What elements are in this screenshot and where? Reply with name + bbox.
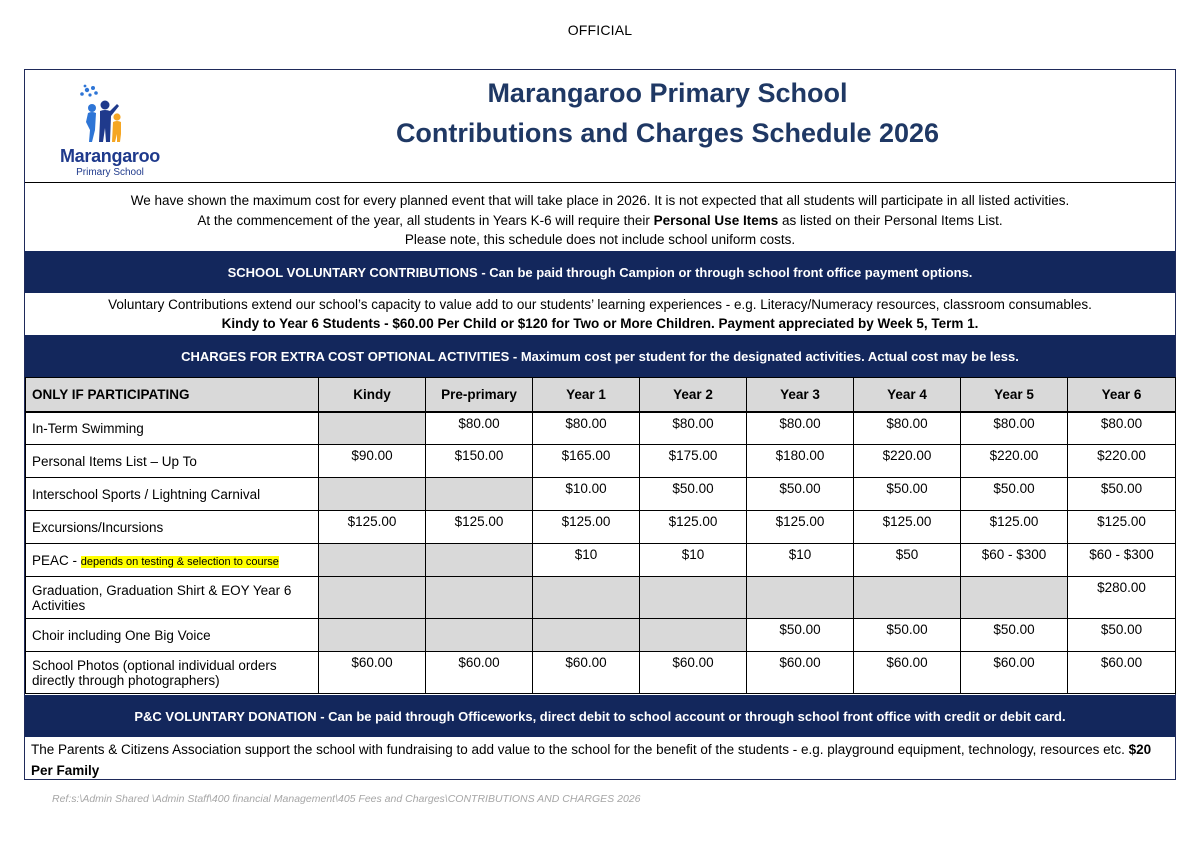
table-cell-empty <box>533 577 640 619</box>
table-cell: $60.00 <box>640 652 747 694</box>
table-cell: $80.00 <box>640 412 747 445</box>
pnc-donation-band: P&C VOLUNTARY DONATION - Can be paid through Officeworks, direct debit to school account or through school front office with credit or debit card. <box>25 695 1175 737</box>
column-header: Year 6 <box>1068 378 1176 412</box>
intro-line-1: We have shown the maximum cost for every planned event that will take place in 2026. It is not expected that all students will participate in all listed activities. <box>130 193 1070 208</box>
row-item-label <box>26 511 319 544</box>
schedule-title: Contributions and Charges Schedule 2026 <box>395 118 940 148</box>
table-cell: $50.00 <box>1068 478 1176 511</box>
row-item-note: depends on testing & selection to course <box>80 555 279 568</box>
table-cell: $150.00 <box>426 445 533 478</box>
column-header: Year 5 <box>961 378 1068 412</box>
table-cell: $80.00 <box>854 412 961 445</box>
charges-band: CHARGES FOR EXTRA COST OPTIONAL ACTIVITIES - Maximum cost per student for the designated activities. Actual cost may be less. <box>25 335 1175 377</box>
table-cell: $60.00 <box>426 652 533 694</box>
row-item-label <box>26 577 319 619</box>
table-cell: $50.00 <box>1068 619 1176 652</box>
column-header: Year 4 <box>854 378 961 412</box>
table-cell: $60.00 <box>854 652 961 694</box>
row-item-text: Choir including One Big Voice <box>32 627 211 643</box>
table-cell: $60.00 <box>319 652 426 694</box>
table-cell: $50.00 <box>747 478 854 511</box>
table-cell: $220.00 <box>1068 445 1176 478</box>
intro-line-2 <box>25 211 1175 231</box>
table-row <box>26 511 1176 544</box>
table-cell: $10.00 <box>533 478 640 511</box>
voluntary-contributions-band: SCHOOL VOLUNTARY CONTRIBUTIONS - Can be paid through Campion or through school front office payment options. <box>25 251 1175 293</box>
table-cell: $50.00 <box>854 619 961 652</box>
row-item-label <box>26 412 319 445</box>
logo-subtitle: Primary School <box>76 167 144 178</box>
table-cell: $10 <box>640 544 747 577</box>
table-body <box>26 412 1176 694</box>
table-cell-empty <box>640 577 747 619</box>
table-cell: $10 <box>533 544 640 577</box>
row-item-text: Graduation, Graduation Shirt & EOY Year 6 Activities <box>32 582 292 613</box>
table-row <box>26 577 1176 619</box>
table-cell: $220.00 <box>961 445 1068 478</box>
table-cell: $125.00 <box>747 511 854 544</box>
intro-line-2-pre: At the commencement of the year, all students in Years K-6 will require their <box>197 212 654 228</box>
table-cell-empty <box>426 577 533 619</box>
table-row <box>26 478 1176 511</box>
table-cell-empty <box>319 478 426 511</box>
column-header: Year 1 <box>533 378 640 412</box>
row-item-label <box>26 619 319 652</box>
table-cell: $60.00 <box>1068 652 1176 694</box>
pnc-amount: $20 Per Family <box>31 742 1152 778</box>
table-cell: $180.00 <box>747 445 854 478</box>
table-cell-empty <box>854 577 961 619</box>
pnc-donation-text <box>25 737 1175 781</box>
table-cell-empty <box>640 619 747 652</box>
column-header: Pre-primary <box>426 378 533 412</box>
table-cell: $125.00 <box>319 511 426 544</box>
table-cell-empty <box>533 619 640 652</box>
school-title: Marangaroo Primary School <box>487 78 848 108</box>
table-cell: $80.00 <box>961 412 1068 445</box>
voluntary-amount: Kindy to Year 6 Students - $60.00 Per Child or $120 for Two or More Children. Payment appreciated by Week 5, Term 1. <box>221 316 979 331</box>
column-header: Kindy <box>319 378 426 412</box>
table-cell-empty <box>319 412 426 445</box>
table-cell: $125.00 <box>533 511 640 544</box>
row-item-label <box>26 544 319 577</box>
intro-line-2-post: as listed on their Personal Items List. <box>778 212 1003 228</box>
table-cell: $125.00 <box>426 511 533 544</box>
table-cell: $125.00 <box>1068 511 1176 544</box>
table-cell-empty <box>319 577 426 619</box>
table-cell-empty <box>747 577 854 619</box>
row-item-text: Personal Items List – Up To <box>32 453 197 469</box>
voluntary-text: Voluntary Contributions extend our school’s capacity to value add to our students’ learning experiences - e.g. Literacy/Numeracy resources, classroom consumables. <box>108 297 1092 312</box>
header <box>25 70 1175 183</box>
table-cell: $60 - $300 <box>961 544 1068 577</box>
row-item-label <box>26 445 319 478</box>
logo-text: Marangaroo <box>59 146 161 166</box>
intro-line-3: Please note, this schedule does not include school uniform costs. <box>404 232 796 247</box>
table-cell: $50.00 <box>854 478 961 511</box>
table-cell: $80.00 <box>1068 412 1176 445</box>
table-row <box>26 619 1176 652</box>
table-cell: $80.00 <box>533 412 640 445</box>
table-cell-empty <box>426 544 533 577</box>
intro-line-2-bold: Personal Use Items <box>653 212 779 228</box>
column-header: Year 3 <box>747 378 854 412</box>
voluntary-contributions-text <box>25 293 1175 335</box>
table-cell-empty <box>961 577 1068 619</box>
table-cell: $60.00 <box>747 652 854 694</box>
table-cell-empty <box>426 619 533 652</box>
file-reference: Ref:s:\Admin Shared \Admin Staff\400 financial Management\405 Fees and Charges\CONTRIBUTIONS AND CHARGES 2026 <box>52 793 641 805</box>
column-header-item: ONLY IF PARTICIPATING <box>26 378 319 412</box>
column-header: Year 2 <box>640 378 747 412</box>
pnc-text: The Parents & Citizens Association support the school with fundraising to add value to the school for the benefit of the students - e.g. playground equipment, technology, resources etc. <box>31 742 1129 757</box>
table-cell: $125.00 <box>640 511 747 544</box>
table-cell: $220.00 <box>854 445 961 478</box>
table-cell: $125.00 <box>961 511 1068 544</box>
table-cell: $80.00 <box>426 412 533 445</box>
table-row <box>26 445 1176 478</box>
table-row <box>26 652 1176 694</box>
table-cell: $80.00 <box>747 412 854 445</box>
schedule-frame <box>24 69 1176 780</box>
table-cell: $280.00 <box>1068 577 1176 619</box>
table-cell-empty <box>426 478 533 511</box>
row-item-text: Excursions/Incursions <box>32 519 164 535</box>
table-row <box>26 544 1176 577</box>
table-cell: $90.00 <box>319 445 426 478</box>
table-header-row <box>26 378 1176 412</box>
intro-text <box>25 183 1175 251</box>
table-cell: $50.00 <box>961 478 1068 511</box>
table-cell: $60 - $300 <box>1068 544 1176 577</box>
table-cell: $60.00 <box>533 652 640 694</box>
table-cell-empty <box>319 544 426 577</box>
table-cell: $60.00 <box>961 652 1068 694</box>
row-item-text: School Photos (optional individual orders directly through photographers) <box>32 657 277 688</box>
row-item-text: In-Term Swimming <box>32 420 144 436</box>
table-cell: $50.00 <box>640 478 747 511</box>
official-label: OFFICIAL <box>567 22 633 38</box>
row-item-text: PEAC - <box>32 552 81 568</box>
table-cell: $50.00 <box>961 619 1068 652</box>
row-item-label <box>26 478 319 511</box>
table-cell: $50 <box>854 544 961 577</box>
table-row <box>26 412 1176 445</box>
table-cell-empty <box>319 619 426 652</box>
row-item-label <box>26 652 319 694</box>
table-cell: $50.00 <box>747 619 854 652</box>
table-cell: $165.00 <box>533 445 640 478</box>
charges-table <box>25 377 1176 694</box>
row-item-text: Interschool Sports / Lightning Carnival <box>32 486 261 502</box>
table-cell: $10 <box>747 544 854 577</box>
table-cell: $175.00 <box>640 445 747 478</box>
table-cell: $125.00 <box>854 511 961 544</box>
